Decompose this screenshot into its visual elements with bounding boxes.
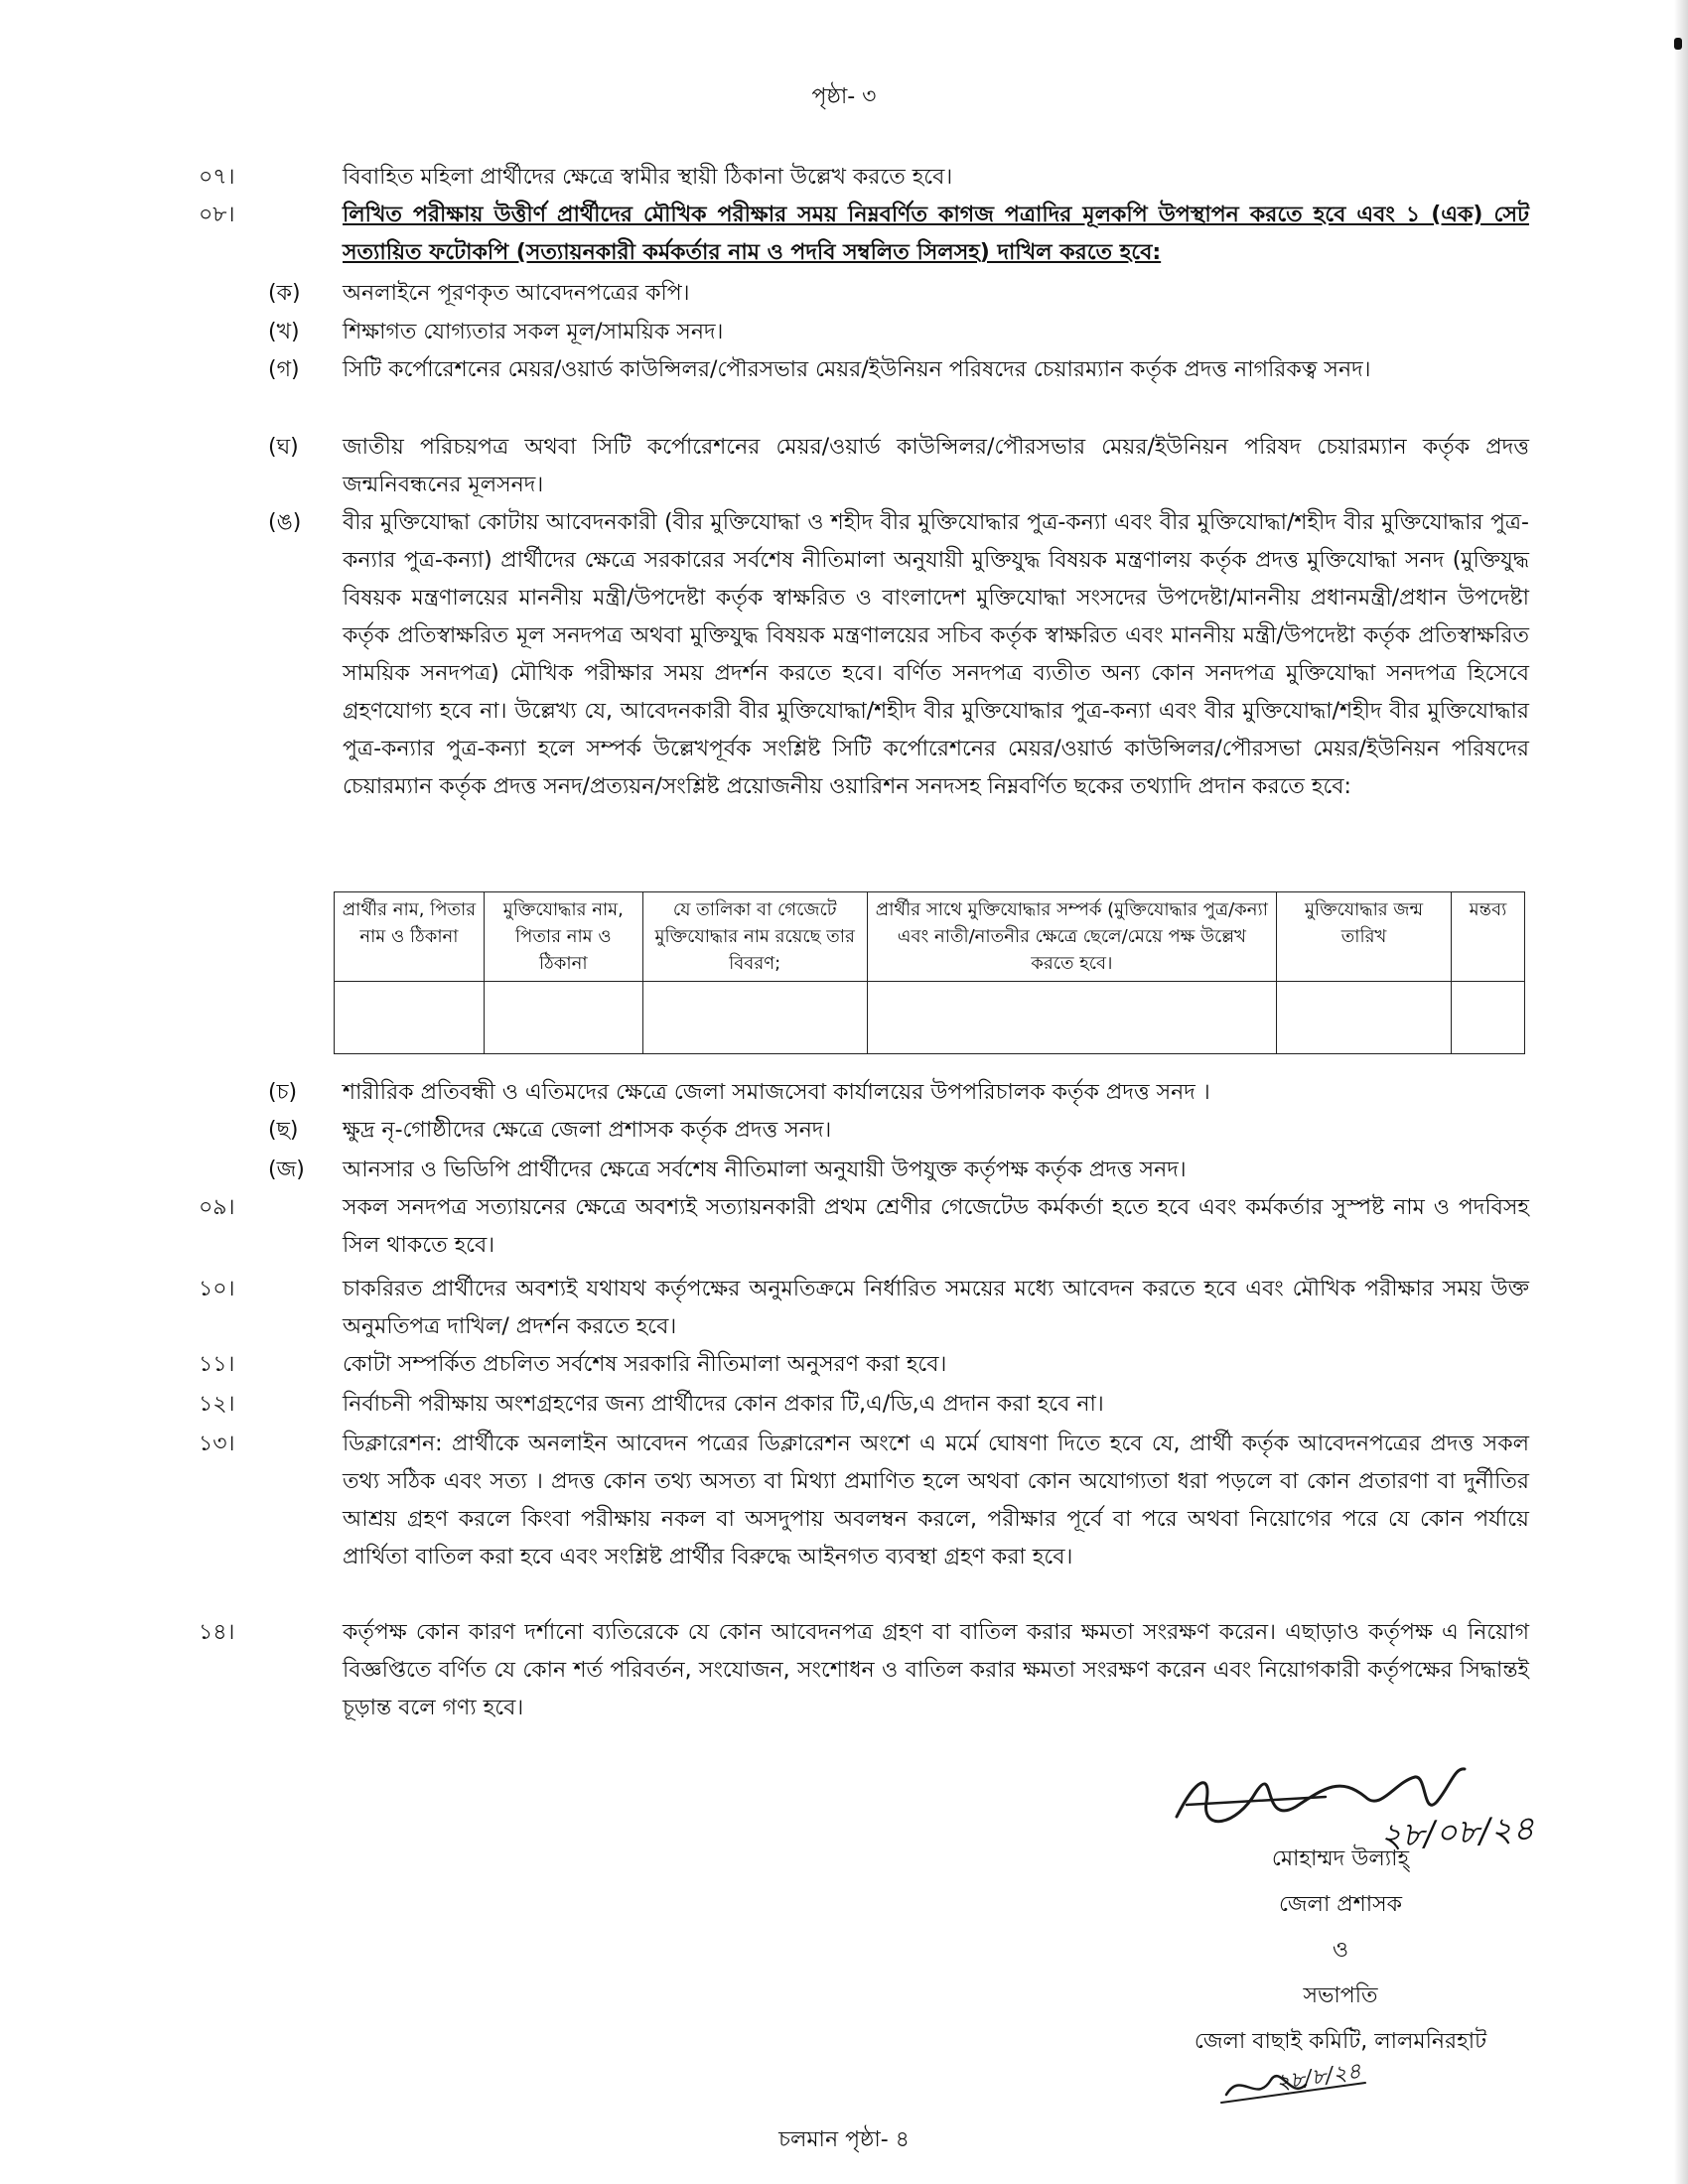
table-cell [484, 982, 642, 1054]
sub-item-text: শিক্ষাগত যোগ্যতার সকল মূল/সাময়িক সনদ। [343, 320, 724, 344]
sub-item-cha [268, 1074, 1529, 1112]
item-number: ০৭। [199, 165, 235, 190]
signatory-conjunction: ও [1332, 1938, 1349, 1963]
item-text: নির্বাচনী পরীক্ষায় অংশগ্রহণের জন্য প্রার্থীদের কোন প্রকার টি,এ/ডি,এ প্রদান করা হবে না। [343, 1392, 1104, 1417]
sub-item-text: ক্ষুদ্র নৃ-গোষ্ঠীদের ক্ষেত্রে জেলা প্রশাসক কর্তৃক প্রদত্ত সনদ। [343, 1118, 832, 1143]
item-number: ১৩। [199, 1432, 235, 1456]
sub-item-text: জাতীয় পরিচয়পত্র অথবা সিটি কর্পোরেশনের মেয়র/ওয়ার্ড কাউন্সিলর/পৌরসভার মেয়র/ইউনিয়ন পরিষদ চেয়ারম্যান কর্তৃক প্রদত্ত জন্মনিবন্ধনের মূলসনদ। [343, 435, 1529, 497]
item-number: ১১। [199, 1352, 235, 1377]
sub-item-umo [268, 504, 1529, 806]
sub-item-label: (গ) [268, 357, 300, 382]
item-text: চাকরিরত প্রার্থীদের অবশ্যই যথাযথ কর্তৃপক্ষের অনুমতিক্রমে নির্ধারিত সময়ের মধ্যে আবেদন করতে হবে এবং মৌখিক পরীক্ষার সময় উক্ত অনুমতিপত্র দাখিল/ প্রদর্শন করতে হবে। [343, 1277, 1529, 1339]
item-number: ১৪। [199, 1620, 235, 1645]
sub-item-ka [268, 275, 1529, 313]
item-number: ০৮। [199, 203, 235, 227]
signatory-name: মোহাম্মদ উল্যাহ্ [1271, 1846, 1410, 1871]
col-header-gazette: যে তালিকা বা গেজেটে মুক্তিযোদ্ধার নাম রয়েছে তার বিবরণ; [642, 892, 867, 982]
item-text: লিখিত পরীক্ষায় উত্তীর্ণ প্রার্থীদের মৌখিক পরীক্ষার সময় নিম্নবর্ণিত কাগজ পত্রাদির মূলকপি উপস্থাপন করতে হবে এবং ১ (এক) সেট সত্যায়িত ফটোকপি (সত্যায়নকারী কর্মকর্তার নাম ও পদবি সম্বলিত সিলসহ) দাখিল করতে হবে: [343, 203, 1529, 265]
item-10 [199, 1271, 1529, 1346]
item-text: কোটা সম্পর্কিত প্রচলিত সর্বশেষ সরকারি নীতিমালা অনুসরণ করা হবে। [343, 1352, 947, 1377]
table-cell [1452, 982, 1525, 1054]
item-number: ১২। [199, 1392, 235, 1417]
signatory-committee: জেলা বাছাই কমিটি, লালমনিরহাট [1194, 2029, 1487, 2054]
sub-item-text: আনসার ও ভিডিপি প্রার্থীদের ক্ষেত্রে সর্বশেষ নীতিমালা অনুযায়ী উপযুক্ত কর্তৃপক্ষ কর্তৃক প্রদত্ত সনদ। [343, 1158, 1187, 1182]
item-07 [199, 159, 1529, 197]
sub-item-text: অনলাইনে পূরণকৃত আবেদনপত্রের কপি। [343, 281, 690, 306]
item-14 [199, 1614, 1529, 1727]
sub-item-label: (ক) [268, 281, 301, 306]
sub-item-ja [268, 1152, 1529, 1189]
signatory-title: জেলা প্রশাসক [1278, 1892, 1403, 1917]
table-cell [335, 982, 485, 1054]
item-text: ডিক্লারেশন: প্রার্থীকে অনলাইন আবেদন পত্রের ডিক্লারেশন অংশে এ মর্মে ঘোষণা দিতে হবে যে, প্রার্থী কর্তৃক আবেদনপত্রের প্রদত্ত সকল তথ্য সঠিক এবং সত্য । প্রদত্ত কোন তথ্য অসত্য বা মিথ্যা প্রমাণিত হলে অথবা কোন অযোগ্যতা ধরা পড়লে বা কোন প্রতারণা বা দুর্নীতির আশ্রয় গ্রহণ করলে কিংবা পরীক্ষায় নকল বা অসদুপায় অবলম্বন করলে, পরীক্ষার পূর্বে বা পরে অথবা নিয়োগের পরে যে কোন পর্যায়ে প্রার্থিতা বাতিল করা হবে এবং সংশ্লিষ্ট প্রার্থীর বিরুদ্ধে আইনগত ব্যবস্থা গ্রহণ করা হবে। [343, 1432, 1529, 1570]
sub-item-label: (খ) [268, 320, 300, 344]
table-cell [867, 982, 1277, 1054]
col-header-freedom-fighter: মুক্তিযোদ্ধার নাম, পিতার নাম ও ঠিকানা [484, 892, 642, 982]
initial-date: ২৮/৮/২৪ [1274, 2059, 1363, 2096]
sub-item-chha [268, 1112, 1529, 1150]
sub-item-text: বীর মুক্তিযোদ্ধা কোটায় আবেদনকারী (বীর মুক্তিযোদ্ধা ও শহীদ বীর মুক্তিযোদ্ধার পুত্র-কন্যা এবং বীর মুক্তিযোদ্ধা/শহীদ বীর মুক্তিযোদ্ধার পুত্র-কন্যার পুত্র-কন্যা) প্রার্থীদের ক্ষেত্রে সরকারের সর্বশেষ নীতিমালা অনুযায়ী মুক্তিযুদ্ধ বিষয়ক মন্ত্রণালয় কর্তৃক প্রদত্ত মুক্তিযোদ্ধা সনদ (মুক্তিযুদ্ধ বিষয়ক মন্ত্রণালয়ের মাননীয় মন্ত্রী/উপদেষ্টা কর্তৃক স্বাক্ষরিত ও বাংলাদেশ মুক্তিযোদ্ধা সংসদের উপদেষ্টা/মাননীয় প্রধানমন্ত্রী/প্রধান উপদেষ্টা কর্তৃক প্রতিস্বাক্ষরিত মূল সনদপত্র অথবা মুক্তিযুদ্ধ বিষয়ক মন্ত্রণালয়ের সচিব কর্তৃক স্বাক্ষরিত এবং মাননীয় মন্ত্রী/উপদেষ্টা কর্তৃক প্রতিস্বাক্ষরিত সাময়িক সনদপত্র) মৌখিক পরীক্ষার সময় প্রদর্শন করতে হবে। বর্ণিত সনদপত্র ব্যতীত অন্য কোন সনদপত্র মুক্তিযোদ্ধা সনদপত্র হিসেবে গ্রহণযোগ্য হবে না। উল্লেখ্য যে, আবেদনকারী বীর মুক্তিযোদ্ধা/শহীদ বীর মুক্তিযোদ্ধার পুত্র-কন্যা এবং বীর মুক্তিযোদ্ধা/শহীদ বীর মুক্তিযোদ্ধার পুত্র-কন্যার পুত্র-কন্যা হলে সম্পর্ক উল্লেখপূর্বক সংশ্লিষ্ট সিটি কর্পোরেশনের মেয়র/ওয়ার্ড কাউন্সিলর/পৌরসভা মেয়র/ইউনিয়ন পরিষদের চেয়ারম্যান কর্তৃক প্রদত্ত সনদ/প্রত্যয়ন/সংশ্লিষ্ট প্রয়োজনীয় ওয়ারিশন সনদসহ নিম্নবর্ণিত ছকের তথ্যাদি প্রদান করতে হবে: [343, 510, 1529, 799]
page-number-header: পৃষ্ঠা- ৩ [811, 84, 877, 109]
freedom-fighter-info-table [334, 891, 1525, 1054]
item-11 [199, 1346, 1529, 1384]
col-header-candidate: প্রার্থীর নাম, পিতার নাম ও ঠিকানা [335, 892, 485, 982]
item-08 [199, 197, 1529, 272]
table-row [335, 982, 1525, 1054]
table-cell [642, 982, 867, 1054]
signature-date: ২৮/০৮/২৪ [1378, 1808, 1536, 1857]
sub-item-kha [268, 314, 1529, 351]
sub-item-text: শারীরিক প্রতিবন্ধী ও এতিমদের ক্ষেত্রে জেলা সমাজসেবা কার্যালয়ের উপপরিচালক কর্তৃক প্রদত্ত সনদ । [343, 1080, 1210, 1105]
page-footer-continued: চলমান পৃষ্ঠা- ৪ [778, 2127, 910, 2152]
item-text: সকল সনদপত্র সত্যায়নের ক্ষেত্রে অবশ্যই সত্যায়নকারী প্রথম শ্রেণীর গেজেটেড কর্মকর্তা হতে হবে এবং কর্মকর্তার সুস্পষ্ট নাম ও পদবিসহ সিল থাকতে হবে। [343, 1195, 1529, 1258]
scan-mark [1674, 38, 1682, 50]
col-header-relation: প্রার্থীর সাথে মুক্তিযোদ্ধার সম্পর্ক (মুক্তিযোদ্ধার পুত্র/কন্যা এবং নাতী/নাতনীর ক্ষেত্রে ছেলে/মেয়ে পক্ষ উল্লেখ করতে হবে। [867, 892, 1277, 982]
sub-item-label: (ছ) [268, 1118, 299, 1143]
sub-item-label: (জ) [268, 1158, 305, 1182]
sub-item-gha [268, 429, 1529, 504]
sub-item-text: সিটি কর্পোরেশনের মেয়র/ওয়ার্ড কাউন্সিলর/পৌরসভার মেয়র/ইউনিয়ন পরিষদের চেয়ারম্যান কর্তৃক প্রদত্ত নাগরিকত্ব সনদ। [343, 357, 1371, 382]
item-number: ১০। [199, 1277, 235, 1301]
sub-item-ga [268, 351, 1529, 389]
signatory-role: সভাপতি [1303, 1983, 1378, 2008]
item-text: কর্তৃপক্ষ কোন কারণ দর্শানো ব্যতিরেকে যে কোন আবেদনপত্র গ্রহণ বা বাতিল করার ক্ষমতা সংরক্ষণ করেন। এছাড়াও কর্তৃপক্ষ এ নিয়োগ বিজ্ঞপ্তিতে বর্ণিত যে কোন শর্ত পরিবর্তন, সংযোজন, সংশোধন ও বাতিল করার ক্ষমতা সংরক্ষণ করেন এবং নিয়োগকারী কর্তৃপক্ষের সিদ্ধান্তই চূড়ান্ত বলে গণ্য হবে। [343, 1620, 1529, 1720]
item-text: বিবাহিত মহিলা প্রার্থীদের ক্ষেত্রে স্বামীর স্থায়ী ঠিকানা উল্লেখ করতে হবে। [343, 165, 953, 190]
table-header-row [335, 892, 1525, 982]
item-09 [199, 1189, 1529, 1265]
col-header-remarks: মন্তব্য [1452, 892, 1525, 982]
item-12 [199, 1386, 1529, 1424]
sub-item-label: (ঙ) [268, 510, 302, 535]
item-13 [199, 1426, 1529, 1576]
table-cell [1277, 982, 1452, 1054]
col-header-birth-date: মুক্তিযোদ্ধার জন্ম তারিখ [1277, 892, 1452, 982]
sub-item-label: (ঘ) [268, 435, 299, 460]
scan-edge-shadow [1674, 0, 1688, 2184]
sub-item-label: (চ) [268, 1080, 298, 1105]
item-number: ০৯। [199, 1195, 235, 1220]
signatory-block [1172, 1777, 1509, 2065]
